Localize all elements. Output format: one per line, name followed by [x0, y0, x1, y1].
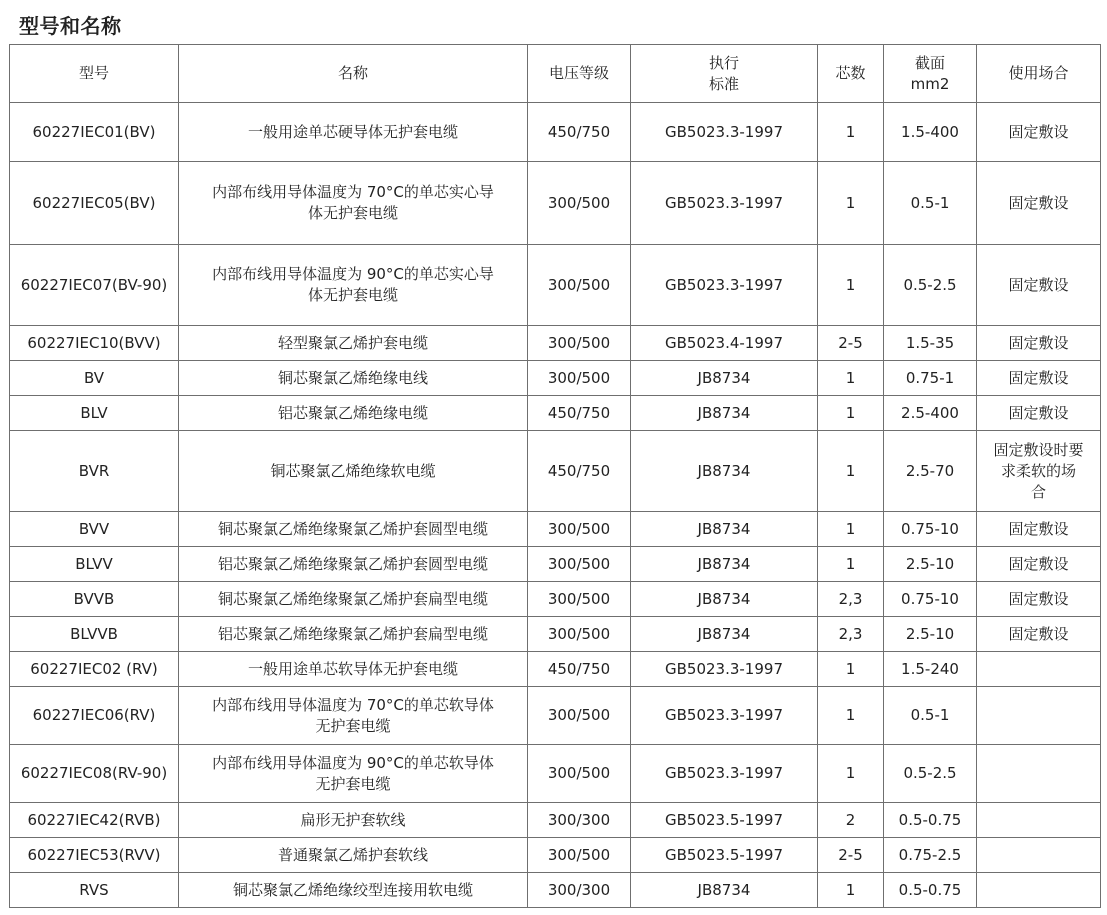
cell-section: 2.5-70	[884, 431, 977, 512]
cell-section: 0.5-1	[884, 162, 977, 245]
cell-standard: GB5023.4-1997	[631, 326, 818, 361]
cell-usage: 固定敷设	[977, 162, 1101, 245]
cell-usage: 固定敷设	[977, 617, 1101, 652]
cell-section: 0.75-2.5	[884, 838, 977, 873]
cell-name: 铜芯聚氯乙烯绝缘软电缆	[179, 431, 528, 512]
cell-name: 内部布线用导体温度为 70°C的单芯软导体 无护套电缆	[179, 687, 528, 745]
cell-standard: GB5023.3-1997	[631, 652, 818, 687]
cell-name: 一般用途单芯硬导体无护套电缆	[179, 103, 528, 162]
header-cores: 芯数	[818, 45, 884, 103]
cell-voltage: 300/500	[528, 838, 631, 873]
cell-cores: 1	[818, 873, 884, 908]
cell-usage: 固定敷设	[977, 547, 1101, 582]
cell-model: 60227IEC10(BVV)	[10, 326, 179, 361]
cell-standard: GB5023.5-1997	[631, 838, 818, 873]
cell-usage: 固定敷设时要 求柔软的场 合	[977, 431, 1101, 512]
cell-model: 60227IEC42(RVB)	[10, 803, 179, 838]
table-row	[10, 396, 1101, 431]
cell-section: 2.5-400	[884, 396, 977, 431]
table-row	[10, 803, 1101, 838]
cell-cores: 1	[818, 745, 884, 803]
table-header-row	[10, 45, 1101, 103]
cell-voltage: 300/500	[528, 326, 631, 361]
cell-cores: 2,3	[818, 617, 884, 652]
cell-section: 0.5-2.5	[884, 245, 977, 326]
cell-section: 2.5-10	[884, 547, 977, 582]
cell-name: 一般用途单芯软导体无护套电缆	[179, 652, 528, 687]
cell-usage: 固定敷设	[977, 512, 1101, 547]
cell-name: 内部布线用导体温度为 90°C的单芯软导体 无护套电缆	[179, 745, 528, 803]
cable-spec-table	[9, 44, 1101, 908]
cell-usage	[977, 873, 1101, 908]
cell-voltage: 300/500	[528, 617, 631, 652]
cell-voltage: 300/300	[528, 873, 631, 908]
header-section: 截面 mm2	[884, 45, 977, 103]
cell-standard: JB8734	[631, 873, 818, 908]
cell-usage: 固定敷设	[977, 245, 1101, 326]
table-row	[10, 873, 1101, 908]
cell-name: 铝芯聚氯乙烯绝缘聚氯乙烯护套扁型电缆	[179, 617, 528, 652]
cell-cores: 1	[818, 652, 884, 687]
cell-section: 0.75-1	[884, 361, 977, 396]
table-row	[10, 652, 1101, 687]
header-name: 名称	[179, 45, 528, 103]
cell-model: BVR	[10, 431, 179, 512]
cell-cores: 1	[818, 431, 884, 512]
cell-voltage: 300/500	[528, 512, 631, 547]
cell-model: 60227IEC01(BV)	[10, 103, 179, 162]
cell-name: 内部布线用导体温度为 70°C的单芯实心导 体无护套电缆	[179, 162, 528, 245]
cell-usage	[977, 838, 1101, 873]
cell-model: BVVB	[10, 582, 179, 617]
cell-model: 60227IEC08(RV-90)	[10, 745, 179, 803]
table-row	[10, 326, 1101, 361]
cell-model: RVS	[10, 873, 179, 908]
cell-section: 0.75-10	[884, 582, 977, 617]
cell-standard: JB8734	[631, 617, 818, 652]
cell-cores: 1	[818, 687, 884, 745]
cell-standard: GB5023.3-1997	[631, 687, 818, 745]
cell-cores: 1	[818, 396, 884, 431]
table-row	[10, 361, 1101, 396]
table-row	[10, 687, 1101, 745]
cell-cores: 1	[818, 547, 884, 582]
cell-voltage: 300/500	[528, 547, 631, 582]
table-row	[10, 162, 1101, 245]
cell-standard: GB5023.3-1997	[631, 162, 818, 245]
cell-section: 0.5-1	[884, 687, 977, 745]
table-row	[10, 582, 1101, 617]
cell-standard: JB8734	[631, 512, 818, 547]
table-row	[10, 512, 1101, 547]
cell-name: 内部布线用导体温度为 90°C的单芯实心导 体无护套电缆	[179, 245, 528, 326]
cell-section: 0.5-2.5	[884, 745, 977, 803]
cell-name: 铜芯聚氯乙烯绝缘绞型连接用软电缆	[179, 873, 528, 908]
cell-standard: JB8734	[631, 361, 818, 396]
cell-voltage: 300/500	[528, 361, 631, 396]
cell-voltage: 300/500	[528, 687, 631, 745]
cell-section: 0.75-10	[884, 512, 977, 547]
cell-name: 普通聚氯乙烯护套软线	[179, 838, 528, 873]
header-usage: 使用场合	[977, 45, 1101, 103]
cell-name: 铜芯聚氯乙烯绝缘聚氯乙烯护套扁型电缆	[179, 582, 528, 617]
cell-cores: 2	[818, 803, 884, 838]
cell-cores: 1	[818, 162, 884, 245]
cell-usage	[977, 687, 1101, 745]
cell-standard: GB5023.3-1997	[631, 103, 818, 162]
cell-name: 轻型聚氯乙烯护套电缆	[179, 326, 528, 361]
cell-usage	[977, 745, 1101, 803]
cell-section: 1.5-400	[884, 103, 977, 162]
table-row	[10, 245, 1101, 326]
cell-section: 1.5-240	[884, 652, 977, 687]
cell-name: 铜芯聚氯乙烯绝缘电线	[179, 361, 528, 396]
cell-standard: JB8734	[631, 582, 818, 617]
cell-name: 铜芯聚氯乙烯绝缘聚氯乙烯护套圆型电缆	[179, 512, 528, 547]
cell-usage: 固定敷设	[977, 103, 1101, 162]
cell-name: 铝芯聚氯乙烯绝缘聚氯乙烯护套圆型电缆	[179, 547, 528, 582]
cell-cores: 1	[818, 361, 884, 396]
cell-model: 60227IEC05(BV)	[10, 162, 179, 245]
cell-standard: JB8734	[631, 547, 818, 582]
cell-cores: 2-5	[818, 838, 884, 873]
cell-section: 0.5-0.75	[884, 803, 977, 838]
cell-voltage: 300/500	[528, 162, 631, 245]
table-row	[10, 745, 1101, 803]
cell-model: BVV	[10, 512, 179, 547]
cell-voltage: 300/500	[528, 582, 631, 617]
cell-usage: 固定敷设	[977, 326, 1101, 361]
cell-voltage: 450/750	[528, 652, 631, 687]
table-row	[10, 838, 1101, 873]
table-row	[10, 431, 1101, 512]
cell-section: 0.5-0.75	[884, 873, 977, 908]
cell-model: 60227IEC53(RVV)	[10, 838, 179, 873]
cell-voltage: 300/500	[528, 745, 631, 803]
cell-standard: JB8734	[631, 396, 818, 431]
cell-voltage: 450/750	[528, 396, 631, 431]
cell-voltage: 450/750	[528, 103, 631, 162]
cell-standard: GB5023.5-1997	[631, 803, 818, 838]
cell-model: BLVV	[10, 547, 179, 582]
cell-model: 60227IEC02 (RV)	[10, 652, 179, 687]
cell-voltage: 300/500	[528, 245, 631, 326]
header-model: 型号	[10, 45, 179, 103]
cell-cores: 2,3	[818, 582, 884, 617]
cell-model: BLV	[10, 396, 179, 431]
cell-voltage: 450/750	[528, 431, 631, 512]
cell-model: 60227IEC07(BV-90)	[10, 245, 179, 326]
cell-usage: 固定敷设	[977, 396, 1101, 431]
cell-section: 1.5-35	[884, 326, 977, 361]
cell-standard: JB8734	[631, 431, 818, 512]
page-title: 型号和名称	[19, 14, 122, 38]
cell-usage: 固定敷设	[977, 582, 1101, 617]
cell-cores: 1	[818, 245, 884, 326]
header-voltage: 电压等级	[528, 45, 631, 103]
cell-section: 2.5-10	[884, 617, 977, 652]
header-standard: 执行 标准	[631, 45, 818, 103]
cell-usage: 固定敷设	[977, 361, 1101, 396]
cell-usage	[977, 803, 1101, 838]
cell-voltage: 300/300	[528, 803, 631, 838]
cell-standard: GB5023.3-1997	[631, 245, 818, 326]
cell-model: BV	[10, 361, 179, 396]
cell-standard: GB5023.3-1997	[631, 745, 818, 803]
table-row	[10, 547, 1101, 582]
table-row	[10, 103, 1101, 162]
cell-name: 铝芯聚氯乙烯绝缘电缆	[179, 396, 528, 431]
cell-model: 60227IEC06(RV)	[10, 687, 179, 745]
cell-model: BLVVB	[10, 617, 179, 652]
cell-usage	[977, 652, 1101, 687]
cell-cores: 1	[818, 512, 884, 547]
table-row	[10, 617, 1101, 652]
cell-name: 扁形无护套软线	[179, 803, 528, 838]
cell-cores: 1	[818, 103, 884, 162]
cell-cores: 2-5	[818, 326, 884, 361]
